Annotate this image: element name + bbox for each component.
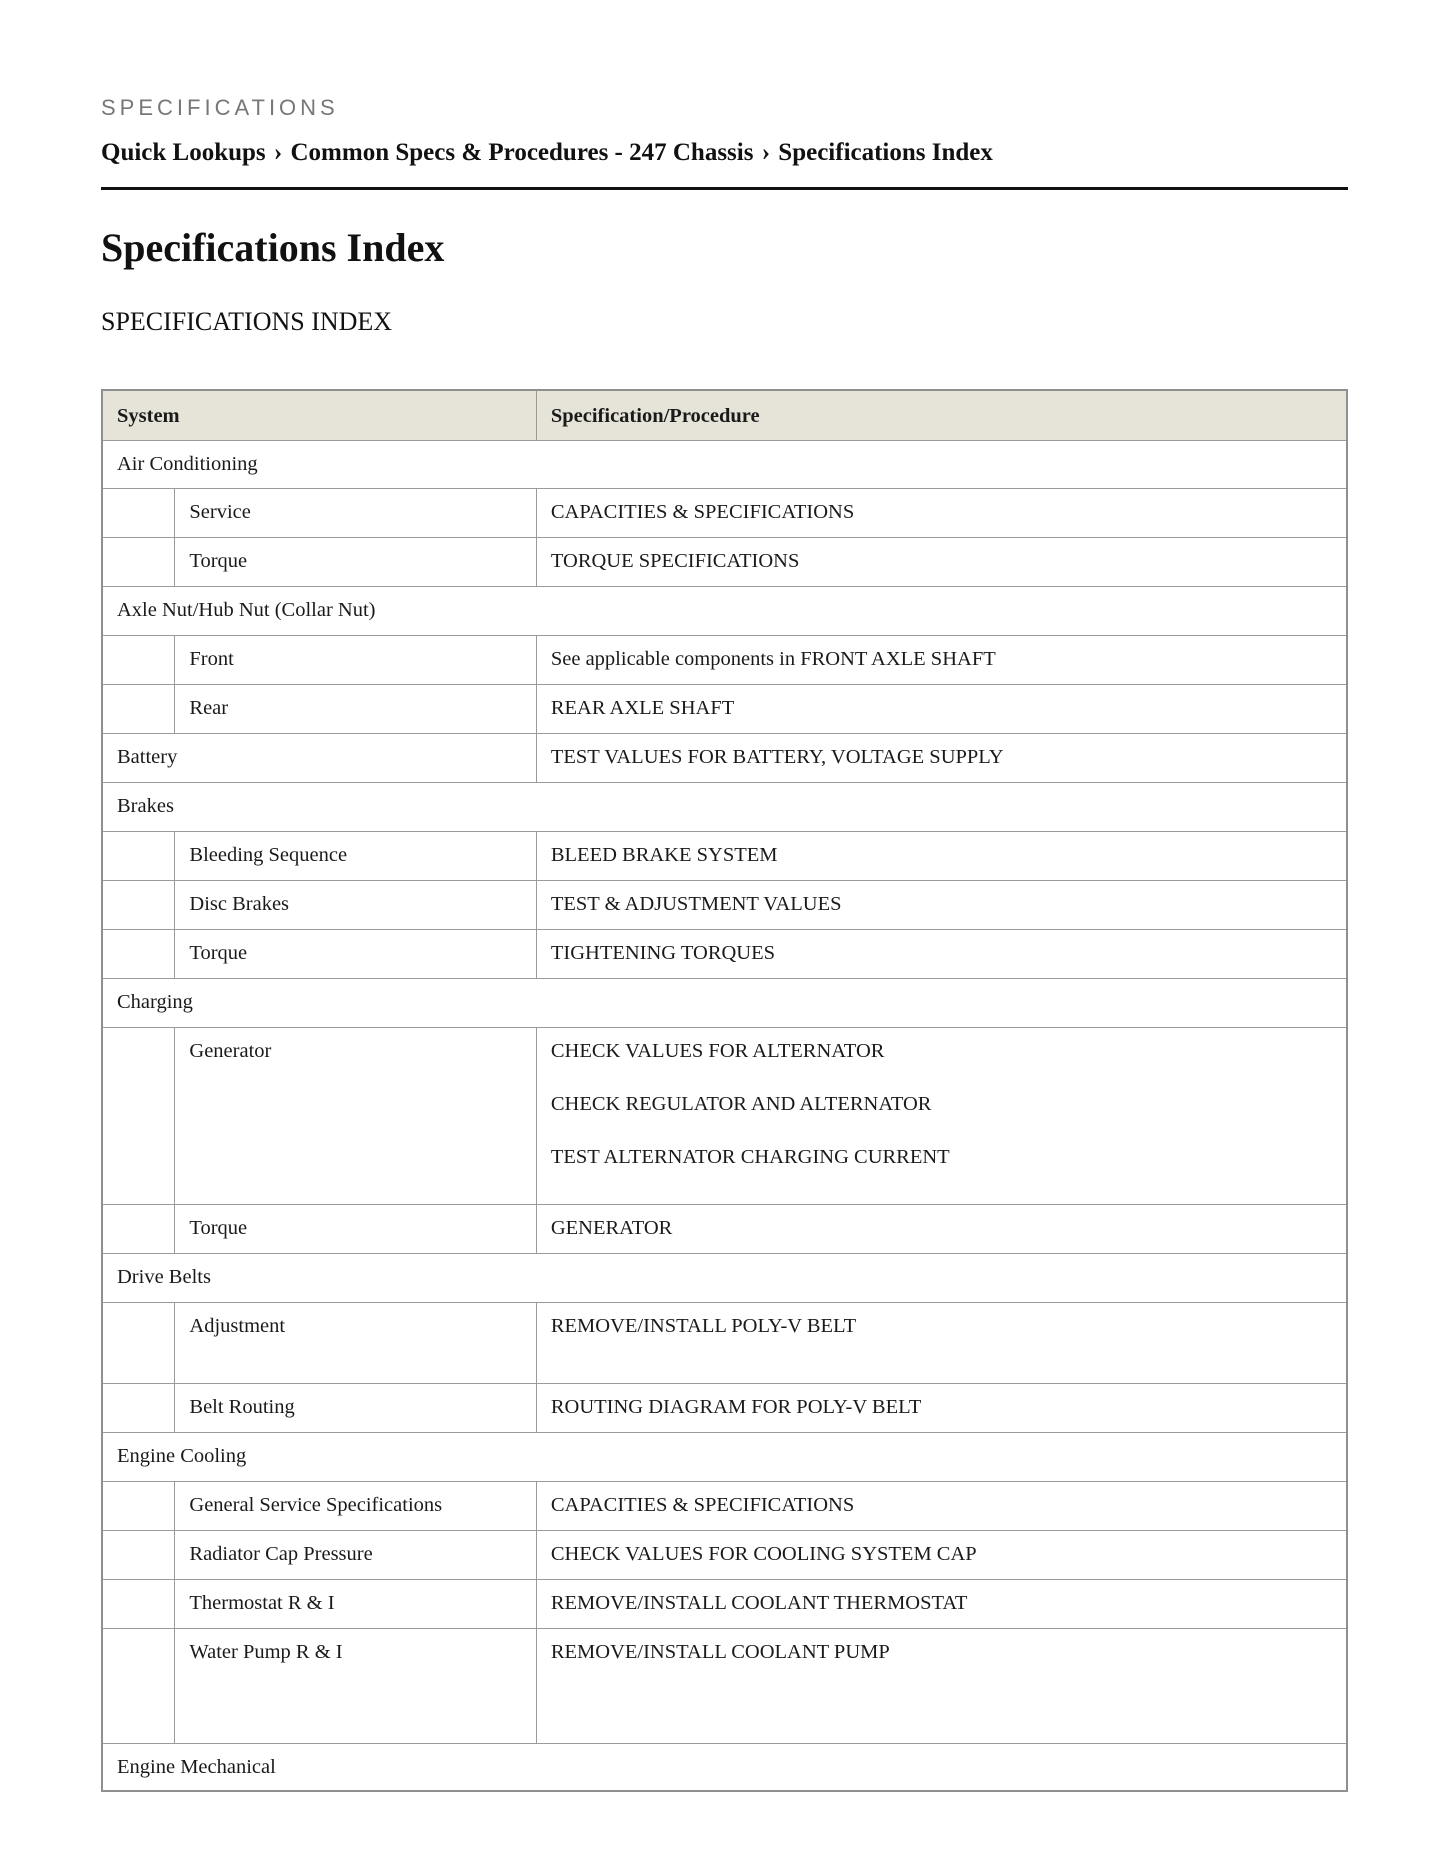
table-row xyxy=(102,978,1347,1027)
indent-cell xyxy=(102,537,175,586)
specification-cell xyxy=(536,635,1347,684)
section-kicker: SPECIFICATIONS xyxy=(101,95,339,120)
table-row xyxy=(102,1383,1347,1432)
specification-link[interactable]: REAR AXLE SHAFT xyxy=(550,696,735,719)
specifications-table xyxy=(101,389,1348,1792)
specification-cell xyxy=(536,1204,1347,1253)
subsystem-cell-torque: Torque xyxy=(175,537,536,586)
header-divider xyxy=(101,187,1348,190)
indent-cell xyxy=(102,929,175,978)
table-body xyxy=(102,440,1347,1791)
specification-link[interactable]: TIGHTENING TORQUES xyxy=(550,941,776,964)
system-group-engine-mechanical: Engine Mechanical xyxy=(102,1743,1347,1791)
column-header-system: System xyxy=(102,390,536,440)
table-row xyxy=(102,929,1347,978)
specification-link[interactable]: CHECK VALUES FOR ALTERNATOR xyxy=(550,1039,885,1062)
specification-cell xyxy=(536,880,1347,929)
specification-cell xyxy=(536,684,1347,733)
subsystem-cell-disc-brakes: Disc Brakes xyxy=(175,880,536,929)
breadcrumb-item-common-specs[interactable]: Common Specs & Procedures - 247 Chassis xyxy=(290,139,754,166)
indent-cell xyxy=(102,1027,175,1204)
subsystem-cell-belt-routing: Belt Routing xyxy=(175,1383,536,1432)
specification-link[interactable]: REMOVE/INSTALL COOLANT PUMP xyxy=(550,1640,890,1663)
table-row xyxy=(102,440,1347,488)
page-title: Specifications Index xyxy=(101,225,445,270)
table-header-row xyxy=(102,390,1347,440)
subsystem-cell-general-service-specifications: General Service Specifications xyxy=(175,1481,536,1530)
table-row xyxy=(102,1743,1347,1791)
table-row xyxy=(102,586,1347,635)
specification-link[interactable]: CHECK REGULATOR AND ALTERNATOR xyxy=(550,1092,932,1115)
table-row xyxy=(102,1628,1347,1743)
subsystem-cell-service: Service xyxy=(175,488,536,537)
subsystem-cell-generator: Generator xyxy=(175,1027,536,1204)
indent-cell xyxy=(102,635,175,684)
indent-cell xyxy=(102,1628,175,1743)
table-row xyxy=(102,1579,1347,1628)
system-group-brakes: Brakes xyxy=(102,782,1347,831)
breadcrumb-separator: › xyxy=(761,139,771,166)
subsystem-cell-adjustment: Adjustment xyxy=(175,1302,536,1383)
table-row xyxy=(102,684,1347,733)
breadcrumb-item-quick-lookups[interactable]: Quick Lookups xyxy=(101,139,266,166)
indent-cell xyxy=(102,1204,175,1253)
table-row xyxy=(102,1302,1347,1383)
specification-cell xyxy=(536,1481,1347,1530)
specification-cell xyxy=(536,1027,1347,1204)
system-group-drive-belts: Drive Belts xyxy=(102,1253,1347,1302)
system-group-axle-nut-hub-nut-collar-nut: Axle Nut/Hub Nut (Collar Nut) xyxy=(102,586,1347,635)
breadcrumb-item-current: Specifications Index xyxy=(778,139,993,166)
specification-cell xyxy=(536,488,1347,537)
system-group-air-conditioning: Air Conditioning xyxy=(102,440,1347,488)
specification-cell xyxy=(536,1302,1347,1383)
subsystem-cell-front: Front xyxy=(175,635,536,684)
subsystem-cell-rear: Rear xyxy=(175,684,536,733)
table-row xyxy=(102,880,1347,929)
table-row xyxy=(102,831,1347,880)
specification-link[interactable]: TEST ALTERNATOR CHARGING CURRENT xyxy=(550,1145,950,1168)
indent-cell xyxy=(102,1481,175,1530)
specification-link[interactable]: CAPACITIES & SPECIFICATIONS xyxy=(550,500,855,523)
table-row xyxy=(102,1481,1347,1530)
column-header-specification: Specification/Procedure xyxy=(536,390,1347,440)
specification-cell xyxy=(536,537,1347,586)
specification-cell xyxy=(536,1383,1347,1432)
table-row xyxy=(102,635,1347,684)
indent-cell xyxy=(102,684,175,733)
indent-cell xyxy=(102,880,175,929)
breadcrumb xyxy=(101,139,1348,167)
specification-link[interactable]: ROUTING DIAGRAM FOR POLY-V BELT xyxy=(550,1395,922,1418)
subsystem-cell-bleeding-sequence: Bleeding Sequence xyxy=(175,831,536,880)
system-cell-battery: Battery xyxy=(102,733,536,782)
specification-link[interactable]: TEST & ADJUSTMENT VALUES xyxy=(550,892,842,915)
specification-cell xyxy=(536,1628,1347,1743)
specification-cell xyxy=(536,831,1347,880)
specification-link[interactable]: CAPACITIES & SPECIFICATIONS xyxy=(550,1493,855,1516)
specification-link[interactable]: TEST VALUES FOR BATTERY, VOLTAGE SUPPLY xyxy=(550,745,1004,768)
subsystem-cell-water-pump-r-i: Water Pump R & I xyxy=(175,1628,536,1743)
subsystem-cell-torque: Torque xyxy=(175,1204,536,1253)
subsystem-cell-thermostat-r-i: Thermostat R & I xyxy=(175,1579,536,1628)
section-title: SPECIFICATIONS INDEX xyxy=(101,307,393,336)
table-row xyxy=(102,1530,1347,1579)
table-row xyxy=(102,733,1347,782)
table-row xyxy=(102,1432,1347,1481)
specification-link[interactable]: See applicable components in FRONT AXLE SHAFT xyxy=(550,647,996,670)
indent-cell xyxy=(102,1579,175,1628)
specification-link[interactable]: CHECK VALUES FOR COOLING SYSTEM CAP xyxy=(550,1542,977,1565)
subsystem-cell-torque: Torque xyxy=(175,929,536,978)
indent-cell xyxy=(102,1302,175,1383)
specification-link[interactable]: REMOVE/INSTALL COOLANT THERMOSTAT xyxy=(550,1591,968,1614)
specification-cell xyxy=(536,1530,1347,1579)
specification-cell xyxy=(536,733,1347,782)
specification-link[interactable]: REMOVE/INSTALL POLY-V BELT xyxy=(550,1314,857,1337)
specification-cell xyxy=(536,1579,1347,1628)
indent-cell xyxy=(102,1530,175,1579)
indent-cell xyxy=(102,831,175,880)
specification-link[interactable]: BLEED BRAKE SYSTEM xyxy=(550,843,778,866)
table-row xyxy=(102,1027,1347,1204)
specification-link[interactable]: GENERATOR xyxy=(550,1216,673,1239)
table-row xyxy=(102,488,1347,537)
specification-link[interactable]: TORQUE SPECIFICATIONS xyxy=(550,549,800,572)
table-row xyxy=(102,1253,1347,1302)
system-group-charging: Charging xyxy=(102,978,1347,1027)
table-row xyxy=(102,537,1347,586)
subsystem-cell-radiator-cap-pressure: Radiator Cap Pressure xyxy=(175,1530,536,1579)
indent-cell xyxy=(102,1383,175,1432)
table-row xyxy=(102,1204,1347,1253)
indent-cell xyxy=(102,488,175,537)
system-group-engine-cooling: Engine Cooling xyxy=(102,1432,1347,1481)
specification-cell xyxy=(536,929,1347,978)
breadcrumb-separator: › xyxy=(273,139,283,166)
table-row xyxy=(102,782,1347,831)
